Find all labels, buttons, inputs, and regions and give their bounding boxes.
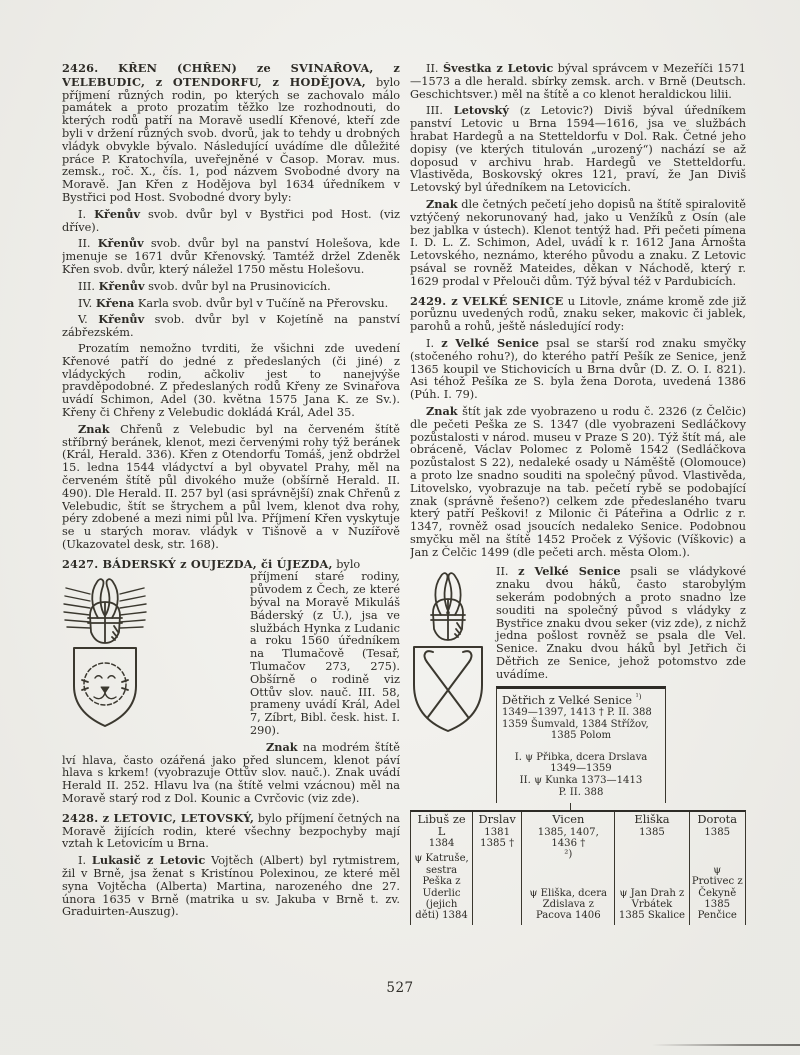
entry-2428-heading: 2428. z LETOVIC, LETOVSKÝ, (62, 810, 255, 825)
child-column-libus (411, 812, 473, 925)
entry-2429-section-2 (410, 565, 746, 803)
entry-2429-heading: 2429. z VELKÉ SENICE (410, 293, 564, 308)
left-column (62, 62, 400, 919)
entry-2426-heading: 2426. KŘEN (CHŘEN) ze SVINAŘOVA, z VELEBUDIC, z OTENDORFU, z HODĚJOVA, (62, 62, 400, 89)
page-edge-artifact (652, 1044, 800, 1046)
entry-2428-item-1: I. Lukasič z Letovic Vojtěch (Albert) byl rytmistrem, žil v Brně, jsa ženat s Kristínou Polexinou, ze které měl syna Vojtěcha (Alberta) Martina, narozeného dne 27. února 1635 v Brně (matrika u sv. Jakuba v Brně t. zv. Graduirten-Auszug). (62, 853, 400, 919)
genealogy-box-marriages (502, 752, 660, 798)
child-note: ψ Katruše, sestra Peška z Uderlic (jejich děti) 1384 (414, 853, 469, 922)
entry-2427-paragraph-znak: Znak na modrém štítě lví hlava, často ozářená jako před sluncem, klenot páví hlava s krkem! (vyobrazuje Ottův slov. nauč.). Znak uvádí Herald II. 252. Hlavu lva (na štítě velmi vzácnou) měl na Moravě starý rod z Dol. Kounic a Cvrčovic (viz zde). (62, 739, 400, 806)
entry-2426-item-5: V. Křenův svob. dvůr byl v Kojetíně na panství zábřezském. (62, 312, 400, 340)
genealogy-descent-line (570, 803, 571, 810)
hooks-crest-illustration (410, 567, 490, 755)
child-dates: 1384 (428, 838, 455, 850)
entry-2428-paragraph-znak: Znak dle četných pečetí jeho dopisů na štítě spiralovitě vztýčený nekorunovaný had, jako u Venžíků z Osín (ale bez jablka v ústech). Klenot tentýž had. Při pečeti pímena I. D. L. Z. Schimon, Adel, uvádí k r. 1612 Jana Arnošta Letovského, neznámo, kterého původu a znaku. Z Letovic psával se rovněž Mateides, děkan v Náchodě, který r. 1629 prodal v Přelouči dům. Týž býval též v Pardubicích. (410, 196, 746, 288)
child-name: Drslav (478, 812, 516, 827)
entry-2426-item-3: III. Křenův svob. dvůr byl na Prusinovicích. (78, 278, 331, 293)
child-column-vicen (522, 812, 615, 925)
entry-2427-heading: 2427. BÁDERSKÝ z OUJEZDA, či ÚJEZDA, (62, 556, 333, 571)
page-number: 527 (386, 980, 414, 996)
child-column-eliska (615, 812, 689, 925)
entry-2429-paragraph-znak: Znak štít jak zde vyobrazeno u rodu č. 2326 (z Čelčic) dle pečeti Peška ze S. 1347 (dle vyobrazeni Sedláčkovy pozůstalosti v národ. museu v Praze S 20). Týž štít má, ale obráceně, Václav Polomec z Polomě 1542 (Sedláčkova pozůstalost S 22), nedaleké osady u Náměště (Olomouce) a proto lze snadno souditi na společný původ. Vlastivěda, Litovelsko, vyobrazuje na tab. pečetí rybě se podobající znak (správně řešeno?) celkem zde předeslaného tvaru který patří Peškovi! z Milonic či Páteřina a Odrlic z r. 1347, rovněž osad jsoucích nedaleko Senice. Podobnou smyčku měl na štítě 1452 Proček z Výšovic (Víškovic) a Jan z Čelčic 1499 (dle pečeti arch. města Olom.). (410, 403, 746, 559)
entry-2429-item-1: I. z Velké Senice psal se starší rod znaku smyčky (stočeného rohu?), do kterého patří Pešík ze Senice, jenž 1365 koupil ve Stichovicích u Brna dvůr (D. Z. O. I. 821). Asi téhož Pešíka ze S. byla žena Dorota, uvedená 1386 (Púh. I. 79). (410, 335, 746, 402)
genealogy-box-places-2: 1385 Polom (550, 730, 612, 742)
child-name: Vicen (552, 812, 585, 827)
entry-2428-item-3: III. Letovský (z Letovic?) Diviš býval úředníkem panství Letovic u Brna 1594—1616, jsa ve službách hrabat Hardegů a na Stetteldorfu v Dol. Rak. Četné jeho dopisy (ve kterých titulován „urozený“) nachází se až doposud v archivu hrab. Hardegů ve Stetteldorfu. Vlastivěda, Boskovský okres 121, praví, že Jan Diviš Letovský byl úředníkem na Letovicích. (410, 103, 746, 195)
child-name: Libuš ze L (417, 812, 466, 838)
entry-2426-intro: 2426. KŘEN (CHŘEN) ze SVINAŘOVA, z VELEBUDIC, z OTENDORFU, z HODĚJOVA, bylo příjmení různých rodin, po kterých se zachovalo málo památek a proto prozatím těžko lze rozhodnouti, do kterých rodů patří na Moravě usedlí Křenové, kteří zde byli v držení různých svob. dvorů, jak to tehdy u drobných vládyk obvykle bývalo. Následující uvádíme dle důležité práce P. Kratochvíla, uveřejněné v Časop. Morav. mus. zemsk., roč. X., čís. 1, pod názvem Svobodné dvory na Moravě. Jan Křen z Hodějova byl 1634 úředníkem v Bystřici pod Host. Svobodné dvory byly: (62, 62, 400, 204)
entry-2428-item-2: II. Švestka z Letovic býval správcem v Mezeříči 1571—1573 a dle herald. sbírky zemsk. arch. v Brně (Deutsch. Geschichtsver.) měl na štítě a co klenot heraldickou lilii. (410, 62, 746, 101)
entry-2429-item-2: II. z Velké Senice psali se vládykové znaku dvou háků, často starobylým sekerám podobných a proto snadno lze souditi na společný původ s vládyky z Bystřice znaku dvou seker (viz zde), z nichž jedna pošlost rovněž se psala dle Vel. Senice. Znaku dvou háků byl Jetřich či Dětřich ze Senice, jehož potomstvo zde uvádíme. (496, 564, 746, 681)
entry-2427-heading-line: 2427. BÁDERSKÝ z OUJEZDA, či ÚJEZDA, bylo (62, 556, 361, 571)
child-note: ψ Eliška, dcera Zdislava z Pacova 1406 (529, 887, 608, 922)
marriage-1-dates: 1349—1359 (550, 763, 612, 775)
lion-head-crest-icon (62, 574, 148, 742)
child-note: ψ Jan Drah z Vrbátek 1385 Skalice (618, 887, 685, 922)
child-note (475, 918, 519, 922)
child-dates-2: 1385 † (480, 838, 515, 850)
genealogy-box-dates: 1349—1397, 1413 † P. II. 388 (502, 707, 652, 719)
footnote-marker-1: ¹) (635, 691, 642, 701)
entry-2426-paragraph-znak: Znak Chřenů z Velebudic byl na červeném štítě stříbrný beránek, klenot, mezi červenými rohy týž beránek (Král, Herald. 336). Křen z Otendorfu Tomáš, jenž obdržel 15. ledna 1544 vládyctví a byl obyvatel Prahy, měl na červeném štítě půl divokého muže (obšírně Herald. II. 490). Dle Herald. II. 257 byl (asi správnější) znak Chřenů z Velebudic, štít se štrychem a půl lvem, klenot dva rohy, péry zdobené a mezi nimi půl lva. Příjmení Křen vyskytuje se u starých morav. vládyk v Tišnově a v Nuzířově (Ukazovatel desk, str. 168). (62, 421, 400, 551)
child-column-drslav (473, 812, 522, 925)
entry-2426-item-1: I. Křenův svob. dvůr byl v Bystřici pod Host. (viz dříve). (62, 206, 400, 234)
child-dates: 1381 (484, 826, 510, 838)
marriage-2-ref: P. II. 388 (558, 786, 604, 798)
genealogy-box-places: 1359 Šumvald, 1384 Střížov, (502, 718, 649, 730)
child-dates: 1385 (639, 826, 665, 838)
child-dates: 1385, 1407, 1436 † (537, 826, 599, 850)
marriage-1: I. ψ Přibka, dcera Drslava (514, 751, 648, 763)
descendants-table (410, 810, 746, 925)
entry-2429-intro: 2429. z VELKÉ SENICE u Litovle, známe kromě zde již porůznu uvedených rodů, znaku seker, makovic či jablek, parohů a rohů, ještě následující rody: (410, 293, 746, 334)
entry-2427-intro: příjmení staré rodiny, původem z Čech, ze které býval na Moravě Mikuláš Báderský (z Ú.), jsa ve službách Hynka z Ludanic a roku 1560 úředníkem na Tlumačově (Tesař, Tlumačov 273, 275). Obšírně o rodině viz Ottův slov. nauč. III. 58, prameny uvádí Král, Adel 7, Zíbrt, Bibl. česk. hist. I. 290). (250, 570, 400, 738)
footnote-marker-2: ²) (564, 849, 573, 861)
genealogy-box-title: Dětřich z Velké Senice $^{^1)}$ (502, 691, 642, 707)
entry-2428-intro: 2428. z LETOVIC, LETOVSKÝ, bylo příjmení četných na Moravě žijících rodin, které všechny bezpochyby mají vztah k Letovicím u Brna. (62, 810, 400, 851)
entry-2426-item-2: II. Křenův svob. dvůr byl na panství Holešova, kde jmenuje se 1671 dvůr Křenovský. Tamtéž držel Zdeněk Křen svob. dvůr, který náležel 1750 městu Holešovu. (62, 236, 400, 276)
right-column (410, 62, 746, 925)
child-column-dorota (690, 812, 745, 925)
marriage-2: II. ψ Kunka 1373—1413 (519, 775, 643, 787)
child-dates: 1385 (704, 826, 731, 838)
crossed-hooks-crest-icon (410, 567, 486, 753)
child-name: Eliška (634, 812, 670, 827)
entry-2426-item-4: IV. Křena Karla svob. dvůr byl v Tučíně na Přerovsku. (78, 295, 389, 310)
genealogy-box (496, 686, 666, 804)
entry-2426-paragraph-general: Prozatím nemožno tvrditi, že všichni zde uvedení Křenové patří do jedné z předeslaných (či jiné) z vládyckých rodin, ačkoliv jest to nanejvýše pravděpodobné. Z předeslaných rodů Křeny ze Svinařova uvádí Schimon, Adel (30. května 1575 Jana K. ze Sv.). Křeny či Chřeny z Velebudic dokládá Král, Adel 35. (62, 341, 400, 419)
child-name: Dorota (697, 812, 738, 827)
lion-crest-illustration (62, 574, 248, 744)
child-note: ψ Protivec z Čekyně 1385 Penčice (691, 864, 743, 922)
